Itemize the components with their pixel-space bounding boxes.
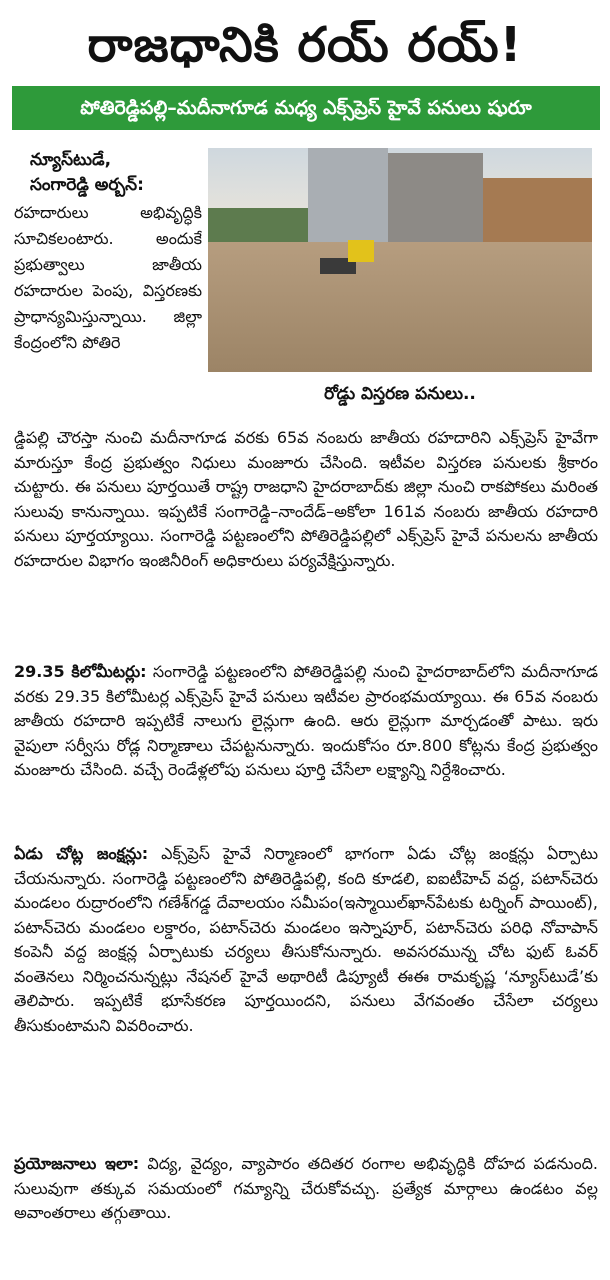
intro-left-column: రహదారులు అభివృద్ధికి సూచికలంటారు. అందుకే ప్రభుత్వాలు జాతీయ రహదారుల పెంపు, విస్తరణకు ప్రాధాన్యమిస్తున్నాయి. జిల్లా కేంద్రంలోని పోతిరె: [14, 203, 202, 352]
section-benefits: [14, 1152, 598, 1226]
section-benefits-heading: ప్రయోజనాలు ఇలా:: [14, 1154, 140, 1173]
byline-place: సంగారెడ్డి అర్బన్:: [30, 175, 144, 195]
subheadline: పోతిరెడ్డిపల్లి–మదీనాగూడ మధ్య ఎక్స్‌ప్రెస్ హైవే పనులు షురూ: [12, 86, 600, 130]
section-benefits-text: విద్య, వైద్యం, వ్యాపారం తదితర రంగాల అభివృద్ధికి దోహద పడనుంది. సులువుగా తక్కువ సమయంలో గమ్యాన్ని చేరుకోవచ్చు. ప్రత్యేక మార్గాలు ఉండటం వల్ల అవాంతరాలు తగ్గుతాయి.: [14, 1154, 598, 1222]
section-length-text: సంగారెడ్డి పట్టణంలోని పోతిరెడ్డిపల్లి నుంచి హైదరాబాద్‌లోని మదీనాగూడ వరకు 29.35 కిలోమీటర్ల ఎక్స్‌ప్రెస్ హైవే పనులు ఇటీవల ప్రారంభమయ్యాయి. ఈ 65వ నంబరు జాతీయ రహదారి ఇప్పటికే నాలుగు లైన్లుగా ఉంది. ఆరు లైన్లుగా మార్చడంతో పాటు. ఇరు వైపులా సర్వీసు రోడ్ల నిర్మాణాలు చేపట్టనున్నారు. ఇందుకోసం రూ.800 కోట్లను కేంద్ర ప్రభుత్వం మంజూరు చేసింది. వచ్చే రెండేళ్లలోపు పనులు పూర్తి చేసేలా లక్ష్యాన్ని నిర్దేశించారు.: [14, 662, 598, 779]
road-widening-photo: [208, 148, 592, 372]
section-junctions-heading: ఏడు చోట్ల జంక్షన్లు:: [14, 844, 149, 863]
intro-continued: డ్డిపల్లి చౌరస్తా నుంచి మదీనాగూడ వరకు 65వ నంబరు జాతీయ రహదారిని ఎక్స్‌ప్రెస్ హైవేగా మారుస్తూ కేంద్ర ప్రభుత్వం నిధులు మంజూరు చేసింది. ఇటీవల విస్తరణ పనులకు శ్రీకారం చుట్టారు. ఈ పనులు పూర్తయితే రాష్ట్ర రాజధాని హైదరాబాద్‌కు జిల్లా నుంచి రాకపోకలు మరింత సులువు కానున్నాయి. ఇప్పటికే సంగారెడ్డి–నాందేడ్–అకోలా 161వ నంబరు జాతీయ రహదారి పనులు పూర్తయ్యాయి. సంగారెడ్డి పట్టణంలోని పోతిరెడ్డిపల్లిలో ఎక్స్‌ప్రెస్ హైవే పనులను జాతీయ రహదారుల విభాగం ఇంజినీరింగ్ అధికారులు పర్యవేక్షిస్తున్నారు.: [14, 428, 598, 570]
byline-agency: న్యూస్‌టుడే,: [30, 150, 112, 170]
section-junctions: [14, 842, 598, 1038]
section-length-heading: 29.35 కిలోమీటర్లు:: [14, 662, 147, 681]
byline: [30, 148, 202, 198]
headline: రాజధానికి రయ్ రయ్!: [87, 17, 523, 73]
photo-caption: రోడ్డు విస్తరణ పనులు..: [324, 384, 476, 404]
section-length: [14, 660, 598, 783]
section-junctions-text: ఎక్స్‌ప్రెస్ హైవే నిర్మాణంలో భాగంగా ఏడు చోట్ల జంక్షన్లు ఏర్పాటు చేయనున్నారు. సంగారెడ్డి పట్టణంలోని పోతిరెడ్డిపల్లి, కంది కూడలి, ఐఐటీహెచ్ వద్ద, పటాన్‌చెరు మండలం రుద్రారంలోని గణేశ్‌గడ్డ దేవాలయం సమీపం(ఇస్మాయిల్‌ఖాన్‌పేటకు టర్నింగ్ పాయింట్), పటాన్‌చెరు మండలం లక్డారం, పటాన్‌చెరు మండలం ఇస్నాపూర్, పటాన్‌చెరు పరిధి నోవాపాన్ కంపెనీ వద్ద జంక్షన్ల ఏర్పాటుకు చర్యలు తీసుకోనున్నారు. అవసరమున్న చోట ఫుట్ ఓవర్ వంతెనలు నిర్మించనున్నట్లు నేషనల్ హైవే అథారిటీ డిప్యూటీ ఈఈ రామకృష్ణ ‘న్యూస్‌టుడే’కు తెలిపారు. ఇప్పటికే భూసేకరణ పూర్తయిందని, పనులు వేగవంతం చేసేలా చర్యలు తీసుకుంటామని వివరించారు.: [14, 844, 598, 1035]
